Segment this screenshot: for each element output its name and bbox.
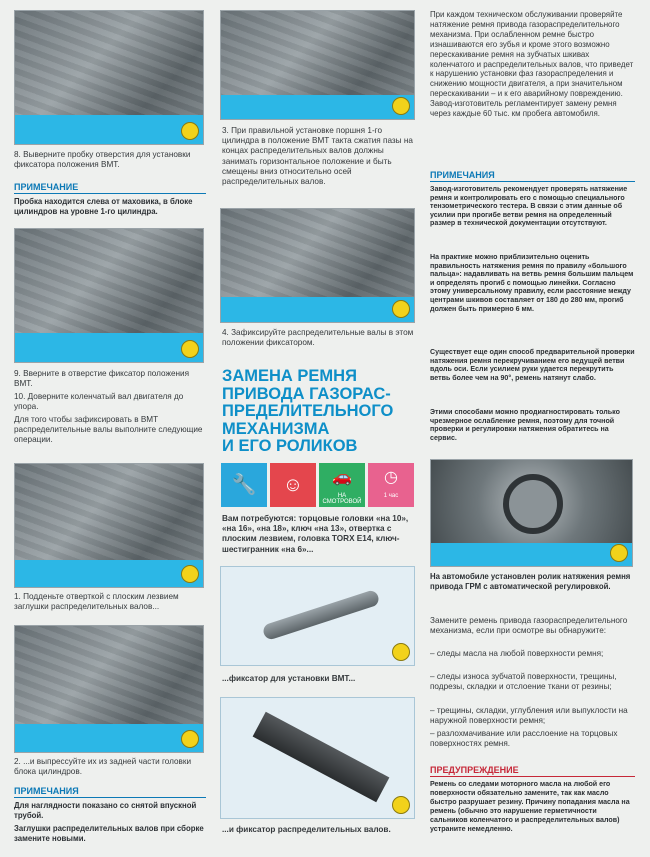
wrench-badge-icon bbox=[181, 122, 199, 140]
bullet-3: – трещины, складки, углубления или выпуклости на наружной поверхности ремня; bbox=[430, 706, 628, 726]
title-line-1: ЗАМЕНА РЕМНЯ bbox=[222, 367, 357, 385]
caption-step-9: 9. Вверните в отверстие фиксатор положения ВМТ. bbox=[14, 369, 190, 389]
right-note-p1: Завод-изготовитель рекомендует проверять натяжение ремня и контролировать его с помощью специального тензометрического тестера. В связи с этим данные об усилии при прогибе ветви ремня на определенный размер в технической документации отсутствуют. bbox=[430, 185, 628, 228]
caption-tool-2: ...и фиксатор распределительных валов. bbox=[222, 825, 391, 834]
wrench-icon: 🔧 bbox=[221, 463, 267, 507]
wrench-badge-icon bbox=[392, 300, 410, 318]
tools-text: Вам потребуются: торцовые головки «на 10», «на 16», «на 18», ключ «на 13», отвертка с плоским лезвием, головка TORX Е14, ключ-шестигранник «на 6»... bbox=[222, 514, 409, 554]
wrench-badge-icon bbox=[181, 730, 199, 748]
right-note-p4: Этими способами можно продиагностировать только чрезмерное ослабление ремня, поэтому для точной проверки и регулировки натяжения обратитесь на сервис. bbox=[430, 408, 620, 442]
caption-step-3: 3. При правильной установке поршня 1-го цилиндра в положение ВМТ такта сжатия пазы на концах распределительных валов должны занимать горизонтальное положение и быть смещены вниз относительно осей распределительных валов. bbox=[222, 126, 413, 187]
wrench-badge-icon bbox=[392, 97, 410, 115]
clock-icon: ◷ 1 час bbox=[368, 463, 414, 507]
caption-intro: Для того чтобы зафиксировать в ВМТ распределительные валы выполните следующие операции. bbox=[14, 415, 203, 445]
warning-header: ПРЕДУПРЕЖДЕНИЕ bbox=[430, 765, 635, 777]
title-line-4: МЕХАНИЗМА bbox=[222, 419, 330, 438]
right-note-header: ПРИМЕЧАНИЯ bbox=[430, 170, 635, 182]
caption-step-8: 8. Выверните пробку отверстия для установки фиксатора положения ВМТ. bbox=[14, 150, 191, 170]
caption-step-1: 1. Подденьте отверткой с плоским лезвием заглушки распределительных валов... bbox=[14, 592, 179, 612]
caption-tool-1: ...фиксатор для установки ВМТ... bbox=[222, 674, 356, 683]
note-text-2a: Для наглядности показано со снятой впускной трубой. bbox=[14, 801, 197, 820]
title-line-2: ПРИВОДА ГАЗОРАС- bbox=[222, 384, 391, 403]
car-icon-label: НА СМОТРОВОЙ bbox=[322, 493, 362, 505]
photo-tdc-fixer-install bbox=[14, 228, 204, 363]
caption-step-10: 10. Доверните коленчатый вал двигателя до упора. bbox=[14, 392, 184, 412]
wrench-badge-icon bbox=[181, 340, 199, 358]
note-text-2b: Заглушки распределительных валов при сборке замените новыми. bbox=[14, 824, 204, 843]
clock-icon-label: 1 час bbox=[383, 493, 399, 499]
caption-step-4: 4. Зафиксируйте распределительные валы в этом положении фиксатором. bbox=[222, 328, 414, 348]
photo-press-out-plugs bbox=[14, 625, 204, 753]
note-header-2: ПРИМЕЧАНИЯ bbox=[14, 786, 206, 798]
photo-tension-roller bbox=[430, 459, 633, 567]
photo-camshaft-slots bbox=[220, 10, 415, 120]
photo-pry-plugs bbox=[14, 463, 204, 588]
note-header-1: ПРИМЕЧАНИЕ bbox=[14, 182, 206, 194]
photo-tdc-fixer-tool bbox=[220, 566, 415, 666]
photo-camshaft-fixer bbox=[220, 208, 415, 323]
wrench-badge-icon bbox=[392, 643, 410, 661]
photo-camshaft-fixer-tool bbox=[220, 697, 415, 819]
warning-text: Ремень со следами моторного масла на любой его поверхности обязательно замените, так как масло быстро разрушает резину. Причину попадания масла на ремень (обычно это нарушение герметичности сальников коленчатого и распределительных валов) устраните немедленно. bbox=[430, 780, 630, 833]
wrench-badge-icon bbox=[392, 796, 410, 814]
roller-caption: На автомобиле установлен ролик натяжения ремня привода ГРМ с автоматической регулировкой. bbox=[430, 572, 631, 591]
intro-text: При каждом техническом обслуживании проверяйте натяжение ремня привода газораспределительного механизма. При ослабленном ремне быстро изнашиваются его зубья и кроме этого возможно перескакивание ремня на зубчатых шкивах коленчатого и распределительных валов, что приведет к нарушению установки фаз газораспределения и снижению мощности двигателя, а при значительном перескакивании – и к его аварийному повреждению. Завод-изготовитель регламентирует замену ремня через каждые 60 тыс. км пробега автомобиля. bbox=[430, 10, 634, 119]
wrench-badge-icon bbox=[181, 565, 199, 583]
title-line-5: И ЕГО РОЛИКОВ bbox=[222, 437, 358, 455]
section-title bbox=[222, 368, 417, 456]
person-icon: ☺ bbox=[270, 463, 316, 507]
car-icon: 🚗 НА СМОТРОВОЙ bbox=[319, 463, 365, 507]
right-note-p3: Существует еще один способ предварительной проверки натяжения ремня перекручиванием его ведущей ветви вдоль оси. Если усилием руки удается перекрутить ветвь более чем на 90°, ремень натянут слабо. bbox=[430, 348, 635, 382]
bullet-1: – следы масла на любой поверхности ремня; bbox=[430, 649, 604, 658]
right-note-p2: На практике можно приблизительно оценить правильность натяжения ремня по правилу «большого пальца»: надавливать на ветвь ремня большим пальцем и определять прогиб с помощью линейки. Согласно этому универсальному правилу, если расстояние между центрами шкивов составляет от 180 до 280 мм, прогиб должен быть примерно 6 мм. bbox=[430, 253, 634, 313]
bullet-4: – разлохмачивание или расслоение на торцовых поверхностях ремня. bbox=[430, 729, 618, 749]
wrench-badge-icon bbox=[610, 544, 628, 562]
photo-plug-removal bbox=[14, 10, 204, 145]
title-line-3: ПРЕДЕЛИТЕЛЬНОГО bbox=[222, 402, 394, 420]
bullet-2: – следы износа зубчатой поверхности, трещины, подрезы, складки и отслоение ткани от резины; bbox=[430, 672, 617, 692]
replace-intro: Замените ремень привода газораспределительного механизма, если при осмотре вы обнаружите: bbox=[430, 616, 628, 636]
caption-step-2: 2. ...и выпрессуйте их из задней части головки блока цилиндров. bbox=[14, 757, 192, 777]
note-text-1: Пробка находится слева от маховика, в блоке цилиндров на уровне 1-го цилиндра. bbox=[14, 197, 193, 216]
